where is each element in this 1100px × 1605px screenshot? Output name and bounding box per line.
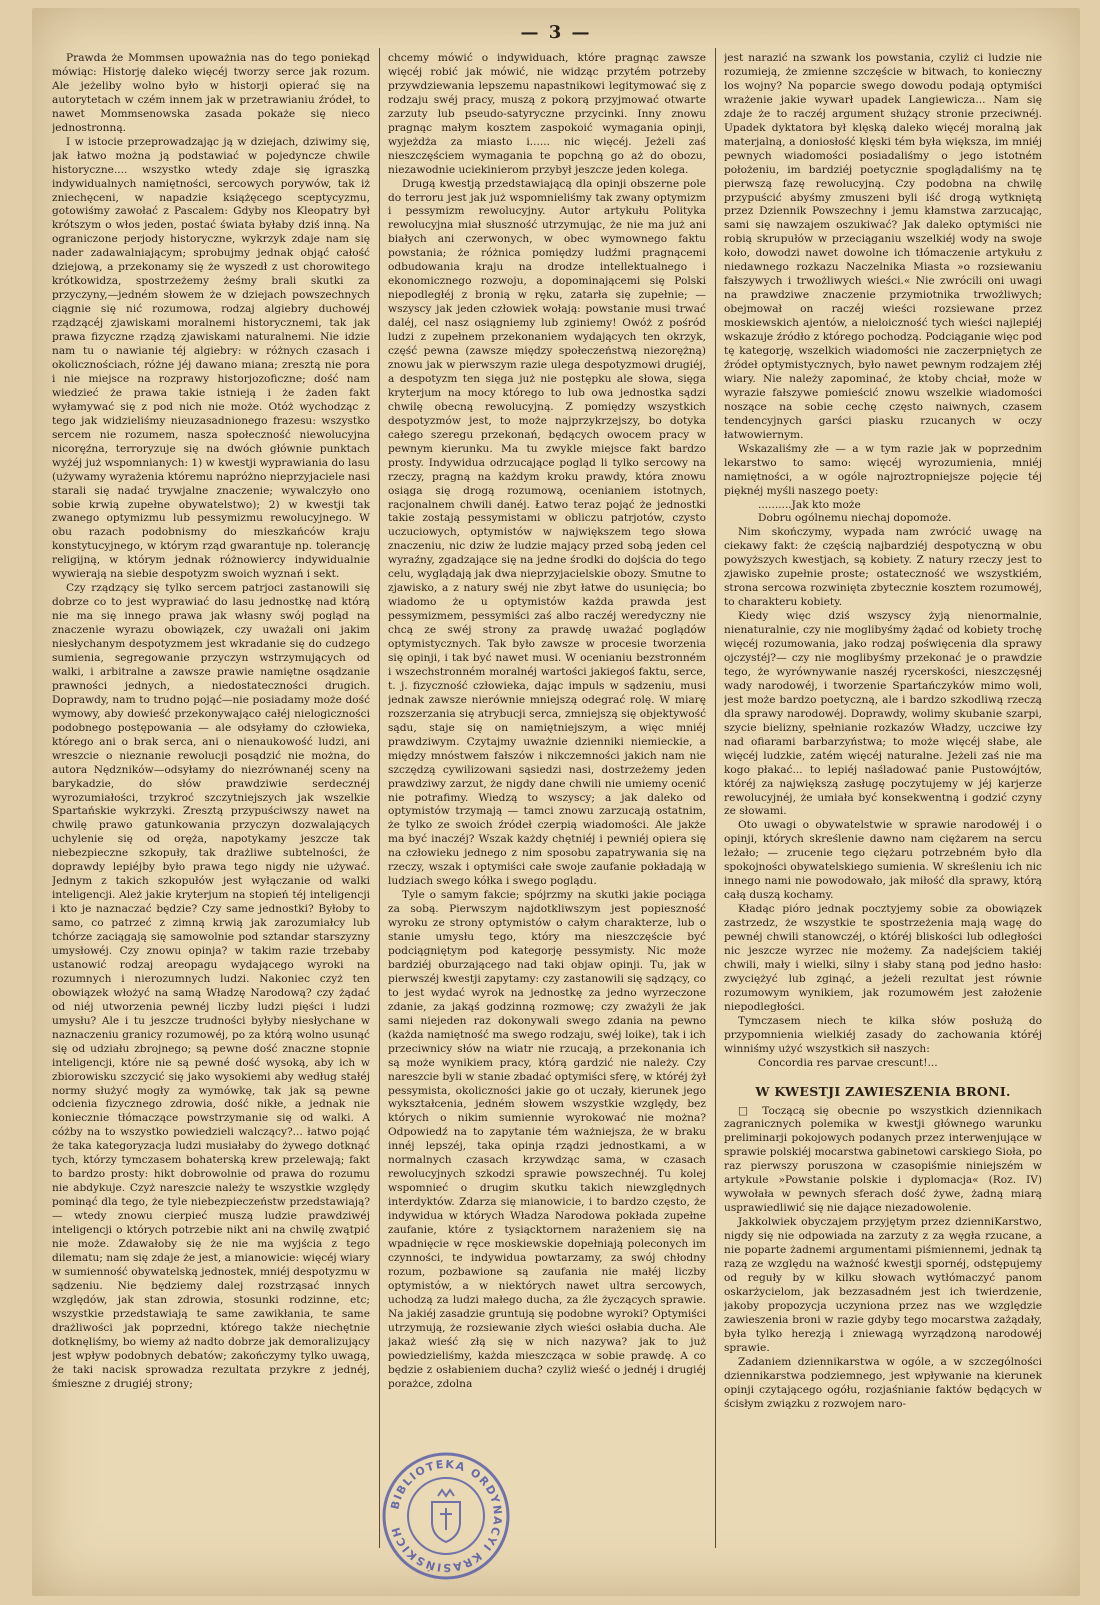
verse-line: Concordia res parvae crescunt!... bbox=[758, 1056, 938, 1069]
text-column-3 bbox=[724, 52, 1042, 1582]
text-column-2 bbox=[388, 52, 706, 1582]
text-column-1 bbox=[52, 52, 370, 1582]
paragraph: Kładąc pióro jednak pocztyjemy sobie za obowiązek zastrzedz, że wszystkie te spostrzeżenia mają wagę do pewnéj chwili stanowczéj, o któréj bliskości lub odległości nic jeszcze wyrzec nie możemy. Za nadejściem takiéj chwili, mały i wielki, silny i słaby staną pod jedno hasło: zwyciężyć lub zginąć, a jeżeli rezultat jest równie rozumowym wynikiem, jak rozumowém jest założenie niepodległości. bbox=[724, 903, 1042, 1013]
verse-line: Dobru ogólnemu niechaj dopomoże. bbox=[758, 512, 952, 525]
paragraph: Wskazaliśmy złe — a w tym razie jak w poprzednim lekarstwo to samo: więcéj wyrozumienia, mniéj namiętności, a w ogóle najroztropniejsze pojęcie téj pięknéj myśli naszego poety: bbox=[724, 442, 1042, 497]
crest-icon bbox=[432, 1490, 460, 1542]
verse-line: ..........Jak kto może bbox=[758, 498, 861, 511]
paragraph: Prawda że Mommsen upoważnia nas do tego poniekąd mówiąc: Historję daleko więcéj tworzy serce jak rozum. Ale jeżeliby wolno było w historji opierać się na autorytetach w czém innem jak w przetrawianiu źródeł, to nawet Mommsenowska zasada pokaże się nieco jednostronną. bbox=[52, 52, 370, 134]
paragraph: Oto uwagi o obywatelstwie w sprawie narodowéj i o opinji, których skreślenie dawno nam ciężarem na sercu leżało; — zrucenie tego ciężaru potrzebném było dla spokojności obywatelskiego sumienia. W skreśleniu ich nic innego nami nie powodowało, jak miłość dla sprawy, którą całą duszą kochamy. bbox=[724, 819, 1042, 902]
paragraph: chcemy mówić o indywiduach, które pragnąc zawsze więcéj robić jak mówić, nie widząc przytém potrzeby przywdziewania lepszemu napastnikowi legitymować się z rodzaju swéj pracy, muszą z pokorą przyjmować otwarte zarzuty lub pseudo-satyryczne przycinki. Inny znowu pragnąc małym kosztem zaspokoić wymagania opinji, wyjeżdża za miasto i...... nic więcéj. Jeżeli zaś nieszczęściem wymagania te popchną go aż do obozu, niezawodnie uciekinierom przybył jeszcze jeden kolega. bbox=[388, 52, 706, 176]
paragraph: jest narazić na szwank los powstania, czyliż ci ludzie nie rozumieją, że zmienne szczęście w bitwach, to konieczny los wojny? Na poparcie swego dowodu podają optymiści wrażenie jakie wywarł upadek Langiewicza... Nam się zdaje że to raczéj argument służący stronie przeciwnéj. Upadek dyktatora był klęską daleko więcéj moralną jak materjalną, a doniosłość klęski tém była większa, im mniéj pewnych wiadomości posiadaliśmy o jego istotném położeniu, im bardziéj poetycznie spoglądaliśmy na tę pierwszą fazę rewolucyjną. Czy podobna na chwilę przypuścić abyśmy zmuszeni byli iść drogą wytkniętą przez Dziennik Powszechny i jemu kłamstwa zarzucając, sami się nawzajem oszukiwać? Jak daleko optymiści nie robią skrupułów w przeciąganiu wszelkiéj wody na swoje koło, dowodzi nawet dowolne ich tłómaczenie artykułu z niedawnego rozkazu Naczelnika Miasta »o rozsiewaniu fałszywych i trwożliwych wieści.« Nie zwrócili oni uwagi na prawdziwe znaczenie przymiotnika trwożliwych; obejmował on raczéj wieści rozsiewane przez moskiewskich ajentów, a nieloiczność tych wieści najlepiéj wskazuje źródło z którego pochodzą. Podciąganie więc pod tę kategorję, wszelkich wiadomości nie zaczerpniętych ze źródeł optymistycznych, było nawet pewnym rodzajem złéj wiary. Nie należy zapominać, że ktoby chciał, może w wyrazie fałszywe pomieścić znowu wszelkie wiadomości noszące na sobie cechę często naiwnych, czasem tendencyjnych garści piasku rzucanych w oczy łatwowiernym. bbox=[724, 52, 1042, 441]
paragraph: Drugą kwestją przedstawiającą dla opinji obszerne pole do terroru jest jak już wspomnieliśmy tak zwany optymizm i pessymizm rewolucyjny. Autor artykułu Polityka rewolucyjna miał słuszność utrzymując, że nie ma już ani białych ani czerwonych, w obec wymownego faktu powstania; że różnica pomiędzy ludźmi pragnącemi odbudowania kraju na drodze intellektualnego i ekonomicznego rozwoju, a dopominającemi się Polski niepodległéj z bronią w ręku, zatarła się zupełnie; — wszyscy jak jeden człowiek wołają: powstanie musi trwać daléj, cel nasz osiągniemy lub zginiemy! Owóż z pośród ludzi z zupełnem przekonaniem wydających ten okrzyk, część pewna (zawsze między społeczeństwą niezorężną) znowu jak w pierwszym razie ulega despotyzmowi drugiéj, a despotyzm ten sięga już nie postępku ale słowa, sięga kryterjum na mocy którego to lub owa jednostka sądzi chwilę obecną rewolucyjną. Z pomiędzy wszystkich despotyzmów jest, to może najprzykrzejszy, bo dotyka całego szeregu przekonań, będących owocem pracy w pewnym kierunku. Ma tu zwykle miejsce fakt bardzo prosty. Indywidua odrzucające pogląd li tylko sercowy na rzeczy, pragną na każdym kroku prawdy, która znowu osiąga się drogą rozumową, ocenianiem istotnych, racjonalnem chwili danéj. Łatwo teraz pojąć że jednostki takie zostają pessymistami w obliczu patrjotów, czysto uczuciowych, optymistów w największem tego słowa znaczeniu, nic dziw że ludzie mający przed sobą jeden cel wyraźny, zgadzające się na jedne środki do dojścia do tego celu, wyglądają jak dwa nieprzyjacielskie obozy. Smutne to zjawisko, a z natury swéj nie zbyt łatwe do usunięcia; bo wiadomo że u optymistów każda prawda jest pessymizmem, pessymiści zaś albo raczéj weredyczny nie chcą ze swéj strony za prawdę uważać poglądów optymistycznych. Tak było zawsze w procesie tworzenia się opinji, i tak być nawet musi. W ocenianiu bezstronném i wszechstronném moralnéj wartości jakiegoś faktu, serce, t. j. fizyczność człowieka, dając impuls w sądzeniu, musi jednak zawsze nierównie mniejszą odegrać rolę. W miarę rozszerzania się atrybucji serca, zmniejszą się objektywość sądu, staje się on namiętniejszym, a więc mniéj prawdziwym. Czytajmy uważnie dzienniki niemieckie, a między mnóstwem fałszów i nikczemności jakich nam nie szczędzą cywilizowani sąsiedzi nasi, dostrzeżemy jeden prawdziwy zarzut, że nigdy dane chwili nie umiemy ocenić nie potrafimy. Wiedzą to wszyscy; a jak daleko od optymistów trzymają — tamci znowu zarzucają ostatnim, że tylko ze swoich źródeł czerpią wiadomości. Ale jakże ma być inaczéj? Wszak każdy chętniéj i pewniéj opiera się na człowieku jednego z nim sposobu zapatrywania się na rzeczy, wszak i optymiści całe swoje zaufanie pokładają w ludziach swego kółka i swego poglądu. bbox=[388, 177, 706, 888]
column-divider bbox=[379, 48, 380, 1548]
library-stamp bbox=[380, 1450, 512, 1582]
paragraph: Tyle o samym fakcie; spójrzmy na skutki jakie pociąga za sobą. Pierwszym najdotkliwszym jest popieszność wyroku ze strony optymistów o całym charakterze, lub o stanie umysłu tego, który ma nieszczęście być podciągniętym pod kategorję pessymisty. Nic może bardziéj oburzającego nad taki objaw opinji. Tu, jak w pierwszéj kwestji zapytamy: czy zastanowili się sądzący, co to jest wydać wyrok na jednostkę za jedno wyrzeczone zdanie, za jakąś godzinną rozmowę; czy zważyli że jak sami niejeden raz dokonywali swego zdania na pewno (każda namiętność ma swego rodzaju, swéj loike), tak i ich przeciwnicy słów na wiatr nie rzucają, a przekonania ich są może wynikiem pracy, którą gardzić nie należy. Czy nareszcie byli w stanie zbadać optymiści sferę, w któréj żył pessymista, okoliczności jakie go ot uczały, kierunek jego wykształcenia, jedném słowem wszystkie względy, bez których o nikim sumiennie wyrokować nie można? Odpowiedź na to zapytanie tém ważniejsza, że w braku innéj lepszéj, taka opinja rządzi jednostkami, a w normalnych czasach krzywdząc sama, w czasach rewolucyjnych szkodzi sprawie powszechnéj. Tu kolej wspomnieć o drugim skutku takich niewzględnych interdyktów. Zdarza się mianowicie, i to bardzo często, że indywidua w których Władza Narodowa pokłada zupełne zaufanie, które z tysiącktornem narażeniem się na wpadnięcie w ręce moskiewskie dopełniają poleconych im czynności, te indywidua powtarzamy, za swój chłodny rozum, pozbawione są zaufania nie małéj liczby optymistów, a w niektórych nawet ultra sercowych, uchodzą za ludzi małego ducha, za źle życzących sprawie. Na jakiéj zasadzie gruntują się podobne wyroki? Optymiści utrzymują, że rozsiewanie złych wieści osłabia ducha. Ale jakaż wieść złą się w nich nazywa? jak to już powiedzieliśmy, każda mieszcząca w sobie prawdę. A co będzie z osłabieniem ducha? czyliż wieść o jednéj i drugiéj porażce, zdolna bbox=[388, 889, 706, 1390]
paragraph: Tymczasem niech te kilka słów posłużą do przypomnienia wielkiéj zasady do zachowania któréj winniśmy użyć wszystkich sił naszych: bbox=[724, 1014, 1042, 1055]
paragraph: Jakkolwiek obyczajem przyjętym przez dzienniKarstwo, nigdy się nie odpowiada na zarzuty z za węgła rzucane, a nie poparte żadnemi argumentami piśmiennemi, jednak tą razą ze względu na ważność kwestji spornéj, odstępujemy od reguły by w kilku słowach wytłómaczyć panom oskarżycielom, jak bezzasadném jest ich twierdzenie, jakoby propozycja uczyniona przez nas we względzie zawieszenia broni w razie gdyby tego mocarstwa zażądały, była tylko herezją i zniewagą wyrządzoną narodowéj sprawie. bbox=[724, 1216, 1042, 1354]
paragraph: Nim skończymy, wypada nam zwrócić uwagę na ciekawy fakt: że częścią najbardziéj despotyczną w obu powyższych kwestjach, są kobiety. Z natury rzeczy jest to zjawisko zupełnie proste; ostateczność we wszystkiém, strona sercowa rozwinięta zbytecznie kosztem rozumowéj, to charakteru kobiety. bbox=[724, 526, 1042, 609]
page-number: — 3 — bbox=[520, 22, 592, 43]
article-title: W KWESTJI ZAWIESZENIA BRONI. bbox=[755, 1083, 1011, 1099]
paragraph: I w istocie przeprowadzając ją w dziejach, dziwimy się, jak łatwo można ją podstawiać w pojedyncze chwile historyczne.... wszystko wtedy zdaje się igraszką indywidualnych namiętności, sercowych porywów, tak iż zniechęceni, w napadzie książęcego sceptycyzmu, gotowiśmy zawołać z Pascalem: Gdyby nos Kleopatry był krótszym o włos jeden, postać świata byłaby dziś inną. Na ograniczone perjody historyczne, wykrzyk zdaje nam się nader zadawalniającym; sprobujmy jednak objąć całość dziejową, a przekonamy się że wyszedł z ust chorowitego krótkowidza, spostrzeżemy żeśmy brali skutki za przyczyny,—jedném słowem że w dziejach powszechnych ciągnie się nić rozumowa, rodzaj algiebry duchowéj rządzącéj zjawiskami moralnemi historycznemi, tak jak prawa fizyczne rządzą zjawiskami naturalnemi. Nie idzie nam tu o nawianie téj algiebry: w różnych czasach i okolicznościach, różne jéj dawano miana; zresztą nie pora i nie miejsce na rozprawy historjozoficzne; dość nam wiedzieć że prawa takie istnieją i że żaden fakt wyłamywać się z pod nich nie może. Otóż wychodząc z tego jak widzieliśmy nieuzasadnionego frazesu: wszystko sercem nie rozumem, nasza społeczność niewolucyjna nicoręźna, terroryzuje się na dwóch głównie punktach wyżéj już wspomnianych: 1) w kwestji wyprawiania do lasu (używamy wyrażenia któremu napróżno nieprzyjaciele nasi starali się nadać trywjalne znaczenie; wywalczyło ono sobie krwią zupełne obywatelstwo); 2) w kwestji tak zwanego optymizmu lub pessymizmu rewolucyjnego. W obu razach podobnismy do mieszkańców kraju konstytucyjnego, w którym rząd gwarantuje np. tolerancję religijną, w którym jednak różnowiercy indywidualnie wywierają na siebie despotyzm swoich wyznań i sekt. bbox=[52, 135, 370, 581]
stamp-text: BIBLIOTEKA ORDYNACYI KRASIŃSKICH bbox=[388, 1457, 505, 1575]
paragraph: Czy rządzący się tylko sercem patrjoci zastanowili się dobrze co to jest wyprawiać do lasu jednostkę nad którą nie ma się innego prawa jak własny swój pogląd na znaczenie wyrazu obowiązek, czy uważali oni jakim niesłychanym despotyzmem jest wkradanie się do cudzego sumienia, segregowanie przyczyn wstrzymujących od walki, i arbitralne a zawsze prawie namiętne osądzanie prawności jednych, a niedostateczności drugich. Doprawdy, nam to trudno pojąć—nie posiadamy może dość wymowy, aby dowieść przekonywająco całéj nielogiczności podobnego postępowania — ale odsyłamy do człowieka, którego ani o brak serca, ani o nienaukowość ludzi, ani wreszcie o nieznanie rewolucji posądzić nie można, do autora Nędzników—odsyłamy do niezrównanéj sceny na barykadzie, do słów prawdziwie serdecznéj wyrozumiałości, trzykroć szczytniejszych jak wszelkie Spartańskie wykrzyki. Zresztą przypuściwszy nawet na chwilę prawo gatunkowania przyczyn dozwalających uchylenie się od oręża, napotykamy jeszcze tak niebezpieczne szkopuły, tak drażliwe subtelności, że doprawdy lepiéjby było prawa tego nigdy nie używać. Jednym z takich szkopułów jest wyłączanie od walki inteligencji. Ależ jakie kryterjum na stopień téj inteligencji i kto je naznaczać będzie? Czy same jednostki? Byłoby to samo, co patrzeć z zimną krwią jak zarozumiałcy lub tchórze zaciągają się samowolnie pod sztandar starszyzny umysłowéj. Czy znowu opinja? w takim razie trzebaby ustanowić rodzaj areopagu wydającego wyroki na rozumnych i nierozumnych ludzi. Nakoniec czyż ten obowiązek włożyć na samą Władzę Narodową? czy żądać od niéj utworzenia pewnéj liczby ludzi pięści i ludzi umysłu? Ale i tu jeszcze trudności byłyby niesłychane w naznaczeniu granicy rozumowéj, po za którą wolno usunąć się od udziału zbrojnego; są pewne dość znaczne stopnie inteligencji, które nie są pewné dość wysoką, aby ich w zbiorowisku szczycić się jako wysokiemi aby według stałéj normy służyć mogły za wymówkę, tak jak są pewne odcienia fizycznego zdrowia, dość nikłe, a jednak nie koniecznie tłómaczące powstrzymanie się od walki. A cóżby na to wszystko powiedzieli walczący?... łatwo pojąć że taka kategoryzacja ludzi musiałaby do żywego dotknąć tych, którzy tymczasem bohaterską krew przelewają; fakt to bardzo prosty: hikt dobrowolnie od prawa do rozumu nie abdykuje. Czyż nareszcie należy te wszystkie względy pominąć dla tego, że tyle niebezpieczeństw przedstawiają? — wtedy znowu cierpieć muszą ludzie prawdziwéj inteligencji o których potrzebie nikt ani na chwilę zwątpić nie może. Zdawałoby się że nie ma wyjścia z tego dilematu; nam się zdaje że jest, a mianowicie: więcéj wiary w sumienność obywatelską jednostek, mniéj despotyzmu w sądzeniu. Nie będziemy dalej rozstrząsać innych względów, jak stan zdrowia, stosunki rodzinne, etc; wszystkie przedstawiają te same zawikłania, te same drażliwości jak poprzedni, którego także niechętnie dotknęliśmy, bo wiemy aż nadto dobrze jak demoralizujący jest wpływ podobnych debatów; zakończymy tylko uwagą, że taki nacisk sprowadza rezultata przykre z jednéj, śmieszne z drugiéj strony; bbox=[52, 582, 370, 1390]
paragraph: Kiedy więc dziś wszyscy żyją nienormalnie, nienaturalnie, czy nie moglibyśmy żądać od kobiety trochę więcéj rozumowania, jako rodzaj poświęcenia dla sprawy ojczystéj?— czy nie moglibyśmy przekonać je o prawdzie tego, że wyrównywanie naszéj rycerskości, nieszczęsnéj wady narodowéj, i tworzenie Spartańczyków mimo woli, jest może bardzo poetyczną, ale i bardzo szkodliwą rzeczą dla sprawy narodowéj. Doprawdy, wolimy skubanie szarpi, szycie bielizny, spełnianie rozkazów Władzy, uczciwe łzy nad ofiarami barbarzyństwa; to może więcéj słabe, ale więcéj ludzkie, zatém więcéj naturalne. Jeżeli zaś nie ma kogo płakać... to lepiéj naśladować panie Pustowójtów, któréj za największą zasługę poczytujemy w jéj karjerze rewolucyjnéj, że umiała być konsekwentną i godzić czyny ze słowami. bbox=[724, 610, 1042, 818]
paragraph: Zadaniem dziennikarstwa w ogóle, a w szczególności dziennikarstwa podziemnego, jest wpływanie na kierunek opinji czytającego ogółu, rozjaśnianie faktów będących w ścisłym związku z rozwojem naro- bbox=[724, 1355, 1042, 1410]
newspaper-page bbox=[32, 8, 1080, 1596]
paragraph: □ Toczącą się obecnie po wszystkich dziennikach zagranicznych polemika w kwestji głównego warunku preliminarji pokojowych podanych przez interwenjujące w sprawie polskiéj mocarstwa gabinetowi carskiego Sioła, po raz pierwszy poruszona w czasopiśmie niniejszém w artykule »Powstanie polskie i dyplomacja« (Roz. IV) wywołała w pewnych sferach dość żywe, żadną miarą usprawiedliwić się nie dające niezadowolenie. bbox=[724, 1104, 1042, 1215]
column-divider bbox=[715, 48, 716, 1548]
